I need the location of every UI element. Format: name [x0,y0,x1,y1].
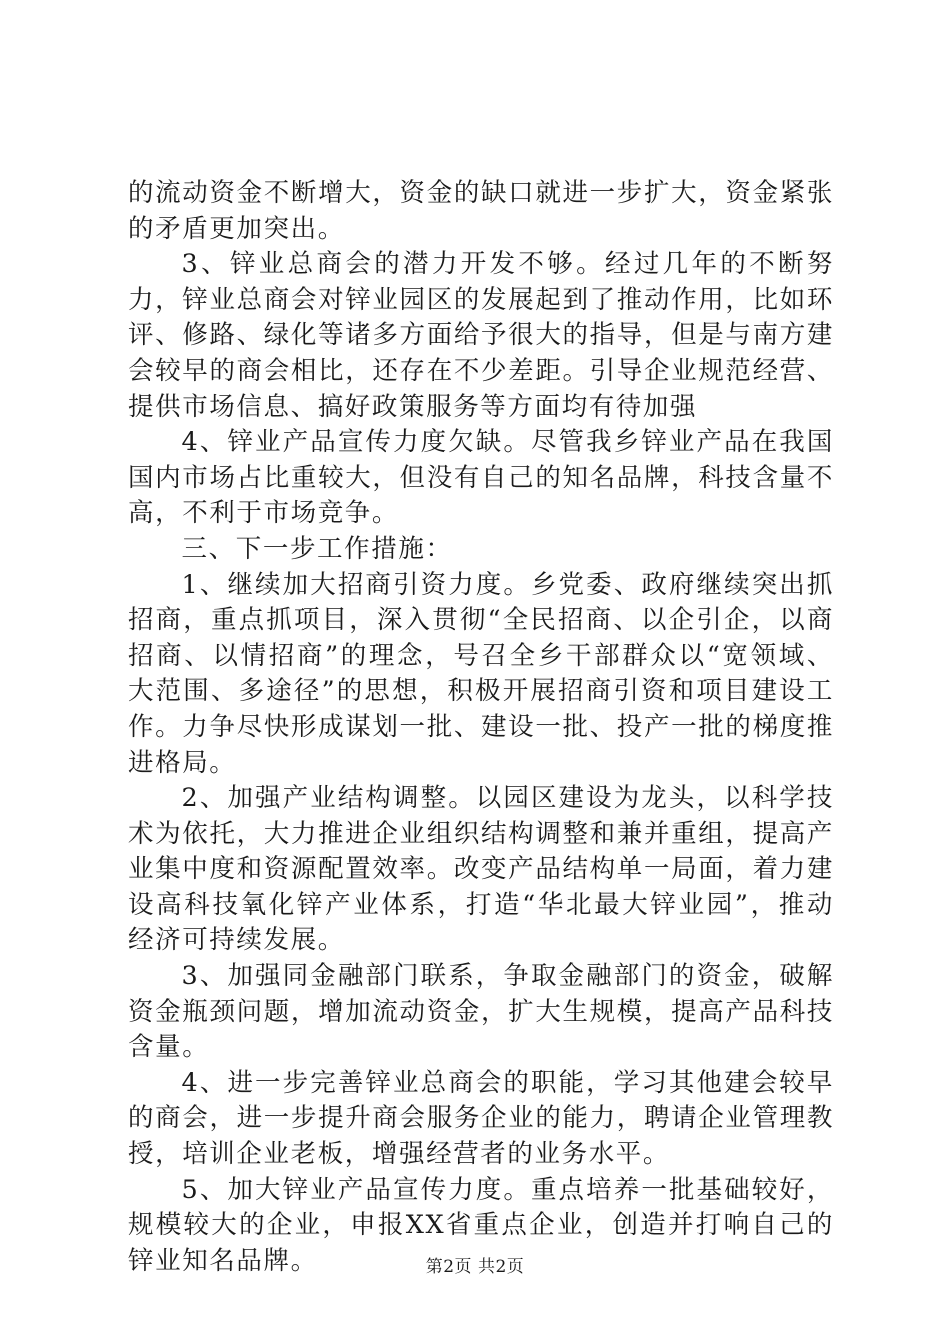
paragraph-7: 3、加强同金融部门联系，争取金融部门的资金，破解资金瓶颈问题，增加流动资金，扩大生规模，提高产品科技含量。 [128,961,834,1063]
page-number-label: 第2页 共2页 [425,1257,525,1277]
paragraph-3: 4、锌业产品宣传力度欠缺。尽管我乡锌业产品在我国国内市场占比重较大，但没有自己的知名品牌，科技含量不高，不利于市场竞争。 [128,427,834,529]
document-body [128,176,834,1279]
paragraph-8: 4、进一步完善锌业总商会的职能，学习其他建会较早的商会，进一步提升商会服务企业的能力，聘请企业管理教授，培训企业老板，增强经营者的业务水平。 [128,1067,834,1170]
paragraph-5: 1、继续加大招商引资力度。乡党委、政府继续突出抓招商，重点抓项目，深入贯彻“全民招商、以企引企，以商招商、以情招商”的理念，号召全乡干部群众以“宽领域、大范围、多途径”的思想，积极开展招商引资和项目建设工作。力争尽快形成谋划一批、建设一批、投产一批的梯度推进格局。 [128,569,834,778]
paragraph-2: 3、锌业总商会的潜力开发不够。经过几年的不断努力，锌业总商会对锌业园区的发展起到了推动作用，比如环评、修路、绿化等诸多方面给予很大的指导，但是与南方建会较早的商会相比，还存在不少差距。引导企业规范经营、提供市场信息、搞好政策服务等方面均有待加强 [128,249,834,422]
paragraph-1: 的流动资金不断增大，资金的缺口就进一步扩大，资金紧张的矛盾更加突出。 [128,178,834,244]
page-footer [0,1252,950,1277]
paragraph-6: 2、加强产业结构调整。以园区建设为龙头，以科学技术为依托，大力推进企业组织结构调整和兼并重组，提高产业集中度和资源配置效率。改变产品结构单一局面，着力建设高科技氧化锌产业体系，打造“华北最大锌业园”，推动经济可持续发展。 [128,783,834,956]
paragraph-9: 5、加大锌业产品宣传力度。重点培养一批基础较好，规模较大的企业，申报XX省重点企业，创造并打响自己的锌业知名品牌。 [128,1174,834,1276]
section-heading: 三、下一步工作措施： [181,533,453,564]
